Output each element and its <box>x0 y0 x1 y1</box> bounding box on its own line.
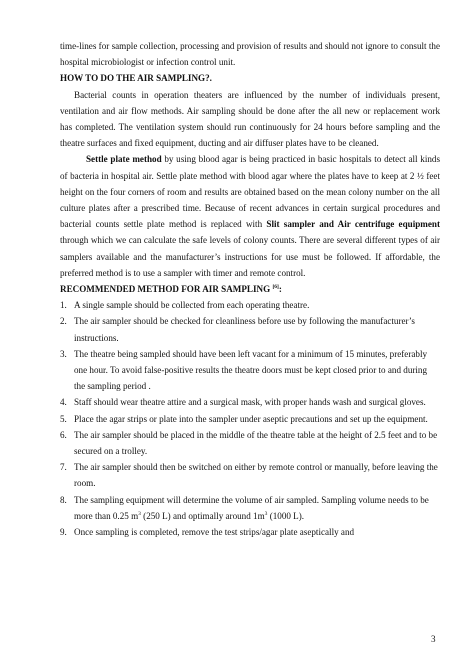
list-item-text-c: (1000 L). <box>267 510 305 521</box>
paragraph-settle-plate <box>60 151 440 281</box>
list-item <box>60 346 440 395</box>
list-item-number: 3. <box>60 348 67 359</box>
list-item-text: A single sample should be collected from each operating theatre. <box>74 300 310 311</box>
heading-recommended-method <box>60 281 440 297</box>
list-item-text: The air sampler should then be switched on either by remote control or manually, before leaving the room. <box>74 462 438 489</box>
list-item-text: The theatre being sampled should have been left vacant for a minimum of 15 minutes, preferably one hour. To avoid false-positive results the theatre doors must be kept closed prior to and during the sampling period . <box>74 348 428 392</box>
list-item-number: 8. <box>60 494 67 505</box>
list-item-text: Once sampling is completed, remove the test strips/agar plate aseptically and <box>74 527 355 538</box>
paragraph-continued: time-lines for sample collection, processing and provision of results and should not ignore to consult the hospital microbiologist or infection control unit. <box>60 41 440 68</box>
list-item-text-a: The sampling equipment will determine the volume of air sampled. Sampling volume needs to be more than 0.25 m <box>74 494 429 521</box>
superscript-cubic: 3 <box>138 510 141 517</box>
heading-how-to-sample: HOW TO DO THE AIR SAMPLING?. <box>60 73 212 84</box>
slit-sampler-term: Slit sampler and Air centrifuge equipment <box>266 219 440 230</box>
list-item-text-b: (250 L) and optimally around 1m <box>140 510 265 521</box>
sampling-steps-list <box>60 297 440 540</box>
settle-plate-tail: through which we can calculate the safe levels of colony counts. There are several different types of air samplers available and the manufacturer’s instructions for use must be followed. If affordable, the preferred method is to use a sampler with timer and remote control. <box>60 235 440 278</box>
heading-colon: : <box>278 284 282 295</box>
settle-plate-term: Settle plate method <box>86 154 162 165</box>
list-item <box>60 297 440 313</box>
list-item <box>60 411 440 427</box>
list-item-number: 9. <box>60 527 67 538</box>
list-item-text: Place the agar strips or plate into the sampler under aseptic precautions and set up the equipment. <box>74 413 428 424</box>
list-item <box>60 394 440 410</box>
heading-reference: [6] <box>272 284 279 291</box>
list-item-number: 5. <box>60 413 67 424</box>
list-item-number: 2. <box>60 316 67 327</box>
heading-recommended-text: RECOMMENDED METHOD FOR AIR SAMPLING <box>60 284 271 295</box>
list-item-number: 1. <box>60 300 67 311</box>
settle-plate-body: by using blood agar is being practiced in basic hospitals to detect all kinds of bacteria in hospital air. Settle plate method with blood agar where the plates have to keep at 2 ½ feet height on the four corners of room and results are obtained based on the mean colony number on the all culture plates after a prescribed time. Because of recent advances in certain surgical procedures and bacterial counts settle plate method is replaced with <box>60 154 441 230</box>
list-item <box>60 313 440 345</box>
list-item-text: The air sampler should be placed in the middle of the theatre table at the height of 2.5 feet and to be secured on a trolley. <box>74 429 438 457</box>
page-number: 3 <box>431 634 436 644</box>
list-item-text: Staff should wear theatre attire and a surgical mask, with proper hands wash and surgical gloves. <box>74 397 426 408</box>
list-item <box>60 524 440 540</box>
list-item-number: 4. <box>60 397 67 408</box>
superscript-cubic: 3 <box>264 510 268 517</box>
list-item <box>60 427 440 459</box>
list-item <box>60 459 440 491</box>
list-item-text: The air sampler should be checked for cleanliness before use by following the manufacturer’s instructions. <box>74 316 415 343</box>
paragraph-bacterial-counts: Bacterial counts in operation theaters are influenced by the number of individuals present, ventilation and air flow methods. Air sampling should be done after the all new or replacement work has completed. The ventilation system should run continuously for 24 hours before sampling and the theatre surfaces and fixed equipment, ducting and air diffuser plates have to be cleaned. <box>60 89 440 149</box>
list-item <box>60 492 440 524</box>
list-item-number: 6. <box>60 429 67 440</box>
list-item-number: 7. <box>60 462 67 473</box>
